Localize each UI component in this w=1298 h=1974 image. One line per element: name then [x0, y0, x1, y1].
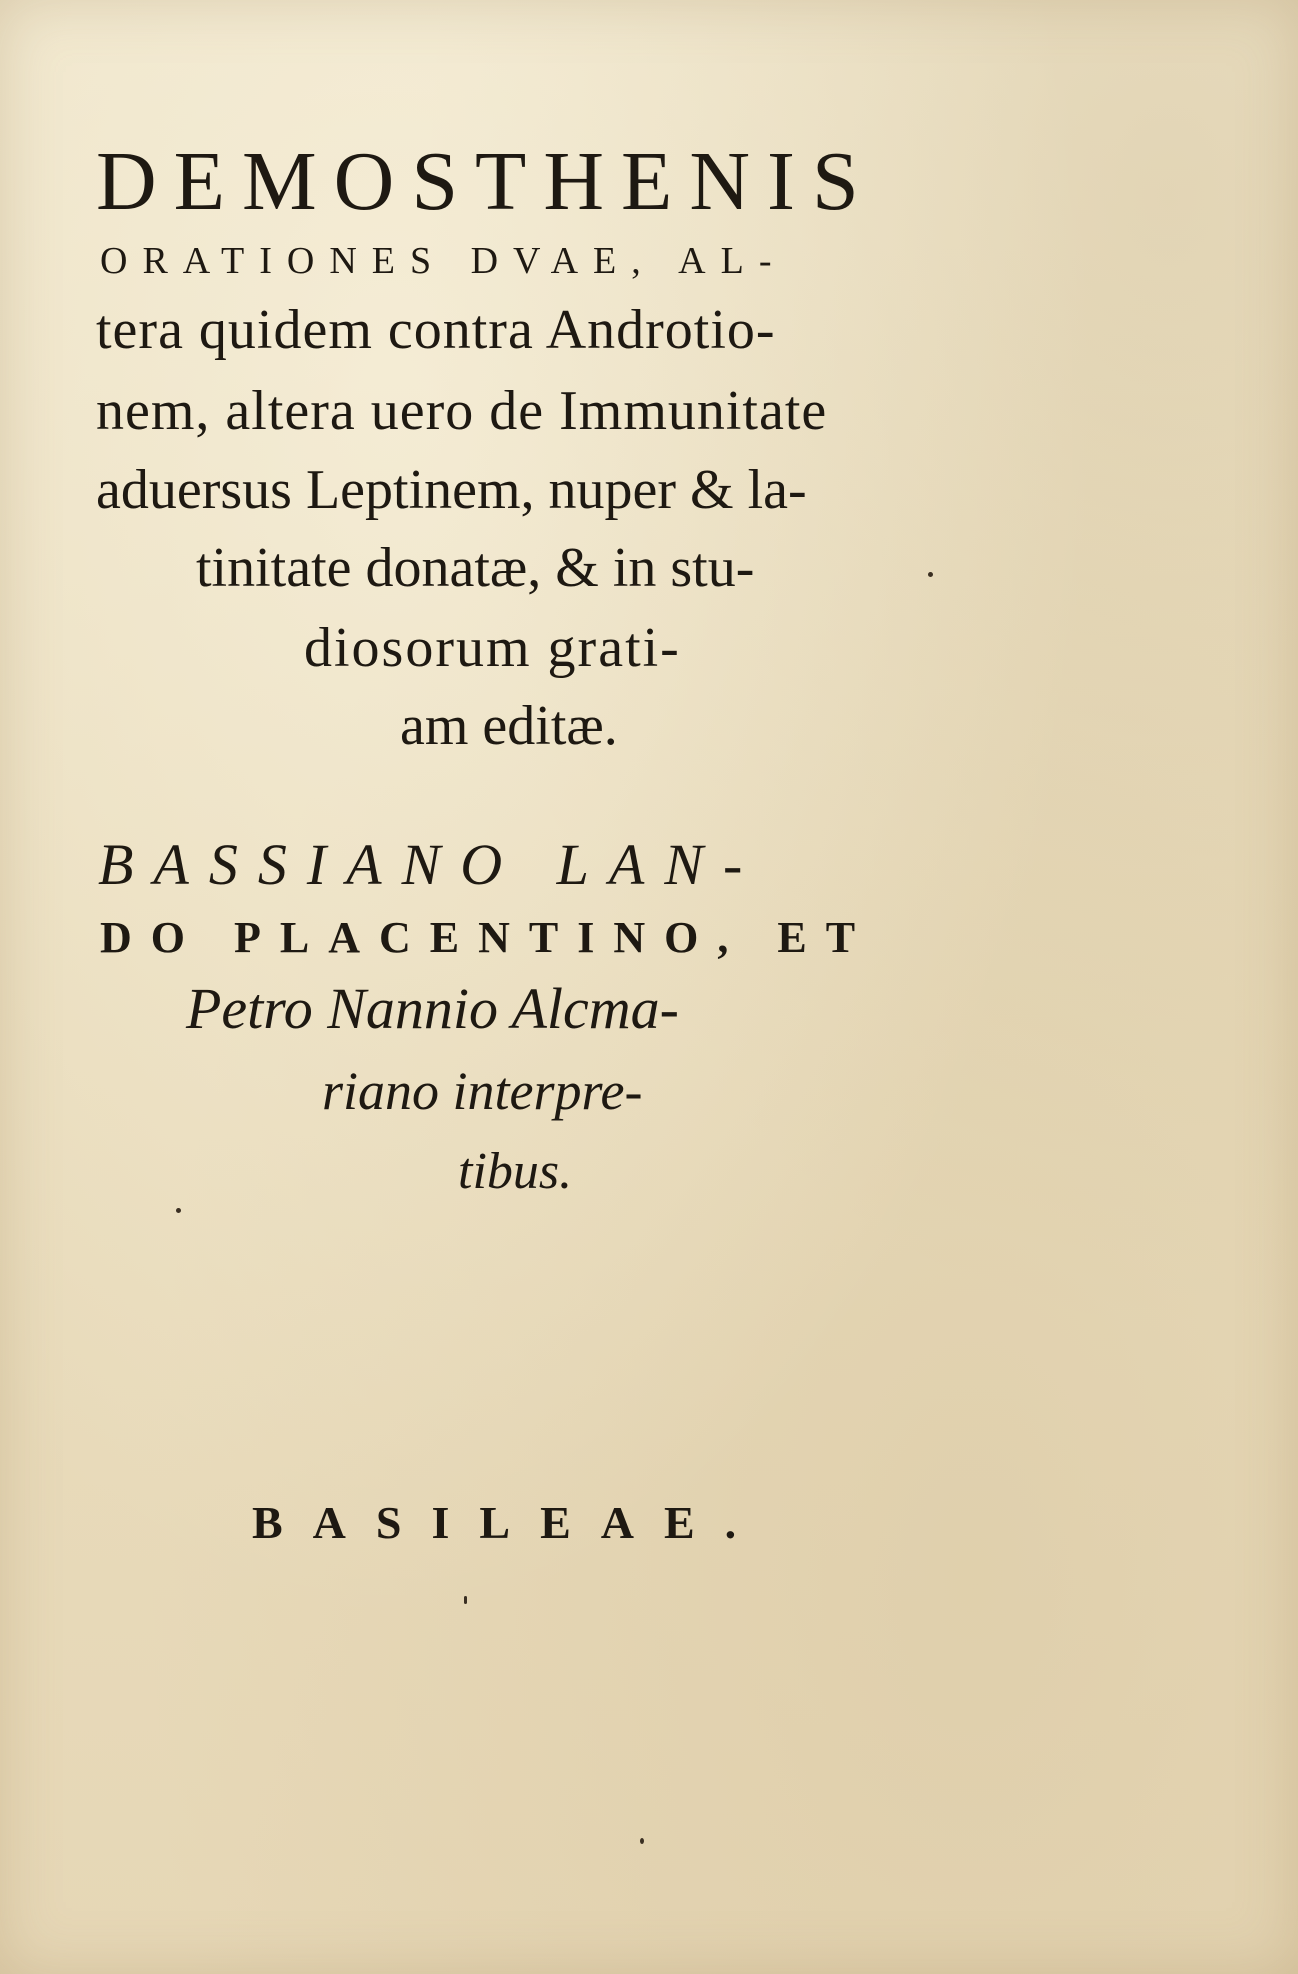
title-line-3: aduersus Leptinem, nuper & la-	[96, 459, 807, 521]
subtitle-caps: ORATIONES DVAE, AL-	[100, 240, 787, 282]
paper-speck	[928, 572, 933, 577]
title-line-2: nem, altera uero de Immunitate	[96, 380, 828, 442]
imprint: BASILEAE.	[252, 1497, 767, 1548]
translator-line-1: BASSIANO LAN-	[98, 832, 763, 897]
paper-speck	[640, 1838, 644, 1844]
translator-line-2: DO PLACENTINO, ET	[100, 913, 875, 962]
translator-line-4: riano interpre-	[322, 1061, 643, 1121]
book-title: DEMOSTHENIS	[96, 135, 876, 228]
translator-line-3: Petro Nannio Alcma-	[186, 976, 679, 1041]
translator-line-5: tibus.	[458, 1143, 573, 1200]
title-line-1: tera quidem contra Androtio-	[96, 299, 776, 361]
title-line-6: am editæ.	[400, 695, 618, 757]
paper-speck	[176, 1208, 181, 1213]
title-line-4: tinitate donatæ, & in stu-	[196, 537, 755, 599]
paper-speck	[464, 1596, 467, 1604]
title-line-5: diosorum grati-	[304, 617, 681, 679]
